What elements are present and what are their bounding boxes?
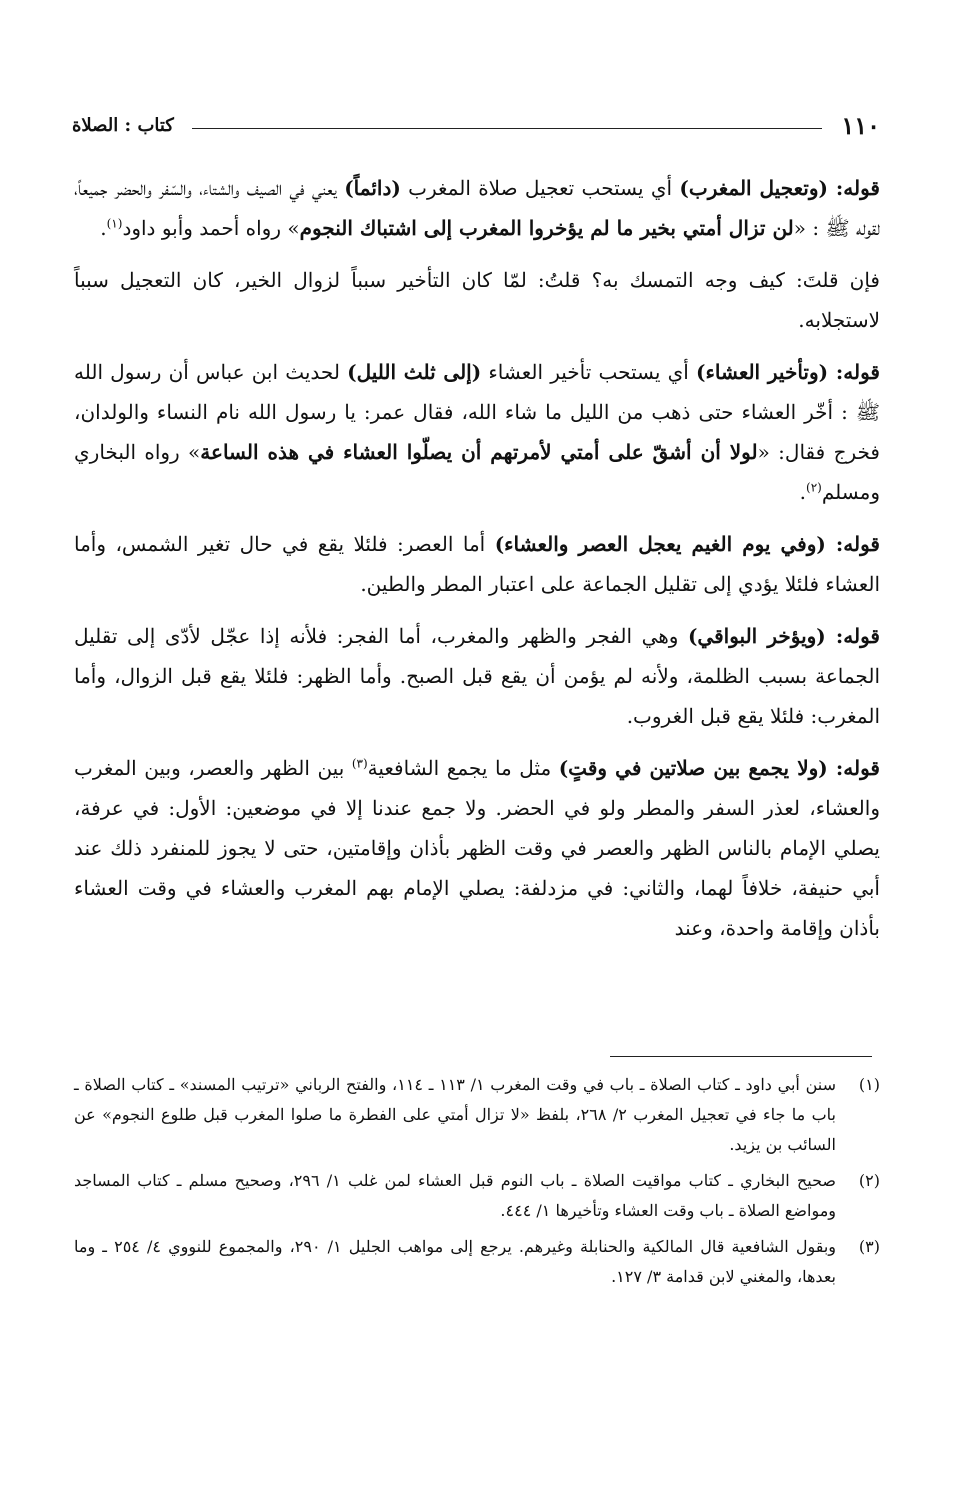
footnote-text: وبقول الشافعية قال المالكية والحنابلة وغيرهم. يرجع إلى مواهب الجليل ١/ ٢٩٠، والمجموع للنووي ٤/ ٢٥٤ ـ وما بعدها، والمغني لابن قدامة ٣/ ١٢٧. [74, 1237, 836, 1286]
commentary-text: أي يستحب تأخير العشاء [481, 360, 697, 384]
matn-quote: (وتعجيل المغرب) [679, 176, 828, 200]
matn-quote: (ويؤخر البواقي) [687, 624, 826, 648]
qawluhu-label: قوله: [825, 532, 880, 556]
commentary-text: » رواه أحمد وأبو داود [122, 216, 300, 240]
commentary-text: لحديث ابن عباس أن رسول الله ﷺ : أخّر العشاء حتى ذهب من الليل ما شاء الله، فقال عمر: يا رسول الله نام النساء والولدان، فخرج فقال: « [74, 360, 880, 464]
paragraph-isha [74, 352, 880, 512]
footnote-text: سنن أبي داود ـ كتاب الصلاة ـ باب في وقت المغرب ١/ ١١٣ ـ ١١٤، والفتح الرباني «ترتيب المسند» ـ كتاب الصلاة ـ باب ما جاء في تعجيل المغرب ٢/ ٢٦٨، بلفظ «لا تزال أمتي على الفطرة ما صلوا المغرب قبل طلوع النجوم» عن السائب بن يزيد. [74, 1075, 836, 1154]
footnote-ref[interactable]: (٣) [351, 756, 368, 771]
matn-quote: (ولا يجمع بين صلاتين في وقتٍ) [558, 756, 828, 780]
footnote-ref[interactable]: (٢) [806, 480, 822, 495]
page-header [72, 112, 880, 148]
footnote-item [74, 1070, 880, 1160]
footnotes [74, 1070, 880, 1298]
footnote-number: (١) [858, 1075, 880, 1094]
commentary-text: وهي الفجر والظهر والمغرب، أما الفجر: فلأنه إذا عجّل لأدّى إلى تقليل الجماعة بسبب الظلمة، ولأنه لم يؤمن أن يقع قبل الصبح. وأما الظهر: فلئلا يقع قبل الزوال، وأما المغرب: فلئلا يقع قبل الغروب. [74, 624, 880, 728]
header-rule [192, 128, 822, 129]
period: . [799, 480, 807, 504]
footnote-ref[interactable]: (١) [106, 216, 123, 231]
qawluhu-label: قوله: [827, 756, 880, 780]
commentary-text: يعني في الصيف والشتاء، والسّفر والحضر جميعاً، لقوله ﷺ : « [74, 176, 880, 240]
matn-quote: (دائماً) [344, 176, 401, 200]
footnote-separator [610, 1056, 872, 1057]
paragraph-remaining [74, 616, 880, 736]
paragraph-maghrib [74, 168, 880, 248]
book-title: كتاب : الصلاة [72, 115, 174, 136]
page-number: ١١٠ [841, 111, 880, 140]
hadith-text: لن تزال أمتي بخير ما لم يؤخروا المغرب إلى اشتباك النجوم [299, 216, 794, 240]
commentary-text: » رواه البخاري ومسلم [74, 440, 880, 504]
footnote-number: (٣) [858, 1237, 880, 1256]
qawluhu-label: قوله: [827, 176, 880, 200]
qawluhu-label: قوله: [828, 360, 880, 384]
qawluhu-label: قوله: [825, 624, 880, 648]
paragraph-cloudy-day [74, 524, 880, 604]
commentary-text: أما العصر: فلئلا يقع في حال تغير الشمس، وأما العشاء فلئلا يؤدي إلى تقليل الجماعة على اعتبار المطر والطين. [74, 532, 880, 596]
matn-quote: (وفي يوم الغيم يعجل العصر والعشاء) [494, 532, 826, 556]
commentary-text: بين الظهر والعصر، وبين المغرب والعشاء، لعذر السفر والمطر ولو في الحضر. ولا جمع عندنا إلا في موضعين: الأول: في عرفة، يصلي الإمام بالناس الظهر والعصر في وقت الظهر بأذان وإقامتين، حتى لا يجوز للمنفرد ذلك عند أبي حنيفة، خلافاً لهما، والثاني: في مزدلفة: يصلي الإمام بهم المغرب والعشاء في وقت العشاء بأذان وإقامة واحدة، وعند [74, 756, 880, 940]
hadith-text: لولا أن أشقّ على أمتي لأمرتهم أن يصلّوا العشاء في هذه الساعة [200, 440, 758, 464]
commentary-text: مثل ما يجمع الشافعية [367, 756, 559, 780]
main-text [74, 168, 880, 960]
footnote-number: (٢) [858, 1171, 880, 1190]
footnote-item [74, 1232, 880, 1292]
footnote-item [74, 1166, 880, 1226]
period: . [100, 216, 107, 240]
paragraph-combining [74, 748, 880, 948]
paragraph-question: فإن قلتَ: كيف وجه التمسك به؟ قلتُ: لمّا كان التأخير سبباً لزوال الخير، كان التعجيل سبباً لاستجلابه. [74, 268, 880, 332]
matn-quote: (وتأخير العشاء) [696, 360, 829, 384]
footnote-text: صحيح البخاري ـ كتاب مواقيت الصلاة ـ باب النوم قبل العشاء لمن غلب ١/ ٢٩٦، وصحيح مسلم ـ كتاب المساجد ومواضع الصلاة ـ باب وقت العشاء وتأخيرها ١/ ٤٤٤. [74, 1171, 836, 1220]
commentary-text: أي يستحب تعجيل صلاة المغرب [400, 176, 680, 200]
matn-quote: (إلى ثلث الليل) [347, 360, 482, 384]
